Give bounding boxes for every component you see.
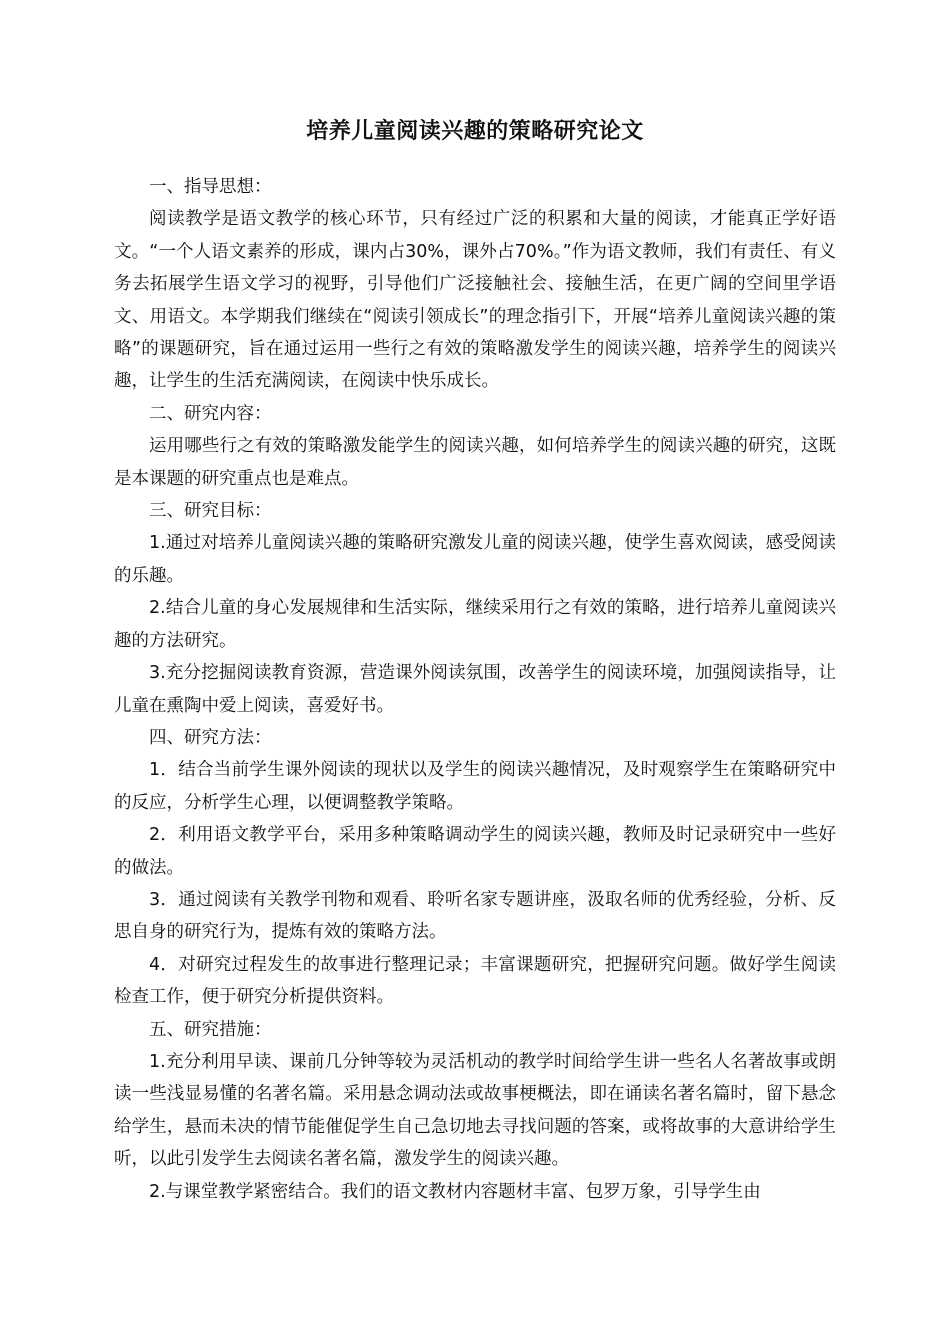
paragraph-guiding-ideology: 阅读教学是语文教学的核心环节，只有经过广泛的积累和大量的阅读，才能真正学好语文。“一个人语文素养的形成，课内占30%，课外占70%。”作为语文教师，我们有责任、有义务去拓展学生语文学习的视野，引导他们广泛接触社会、接触生活，在更广阔的空间里学语文、用语文。本学期我们继续在“阅读引领成长”的理念指引下，开展“培养儿童阅读兴趣的策略”的课题研究，旨在通过运用一些行之有效的策略激发学生的阅读兴趣，培养学生的阅读兴趣，让学生的生活充满阅读，在阅读中快乐成长。: [114, 209, 836, 392]
paragraph-method-2: 2．利用语文教学平台，采用多种策略调动学生的阅读兴趣，教师及时记录研究中一些好的做法。: [114, 825, 836, 878]
paragraph-measure-2: 2.与课堂教学紧密结合。我们的语文教材内容题材丰富、包罗万象，引导学生由: [149, 1181, 761, 1202]
paragraph-measure-1: 1.充分利用早读、课前几分钟等较为灵活机动的教学时间给学生讲一些名人名著故事或朗读一些浅显易懂的名著名篇。采用悬念调动法或故事梗概法，即在诵读名著名篇时，留下悬念给学生，悬而未决的情节能催促学生自己急切地去寻找问题的答案，或将故事的大意讲给学生听，以此引发学生去阅读名著名篇，激发学生的阅读兴趣。: [114, 1051, 836, 1170]
paragraph-method-4: 4．对研究过程发生的故事进行整理记录；丰富课题研究，把握研究问题。做好学生阅读检查工作，便于研究分析提供资料。: [114, 954, 836, 1008]
heading-guiding-ideology: 一、指导思想：: [149, 177, 272, 197]
document-body: [114, 171, 836, 1208]
heading-research-goals: 三、研究目标：: [149, 501, 272, 522]
document-title: 培养儿童阅读兴趣的策略研究论文: [306, 119, 644, 144]
paragraph-goal-1: 1.通过对培养儿童阅读兴趣的策略研究激发儿童的阅读兴趣，使学生喜欢阅读，感受阅读的乐趣。: [114, 533, 836, 586]
paragraph-method-1: 1．结合当前学生课外阅读的现状以及学生的阅读兴趣情况，及时观察学生在策略研究中的反应，分析学生心理，以便调整教学策略。: [114, 760, 836, 813]
paragraph-research-content: 运用哪些行之有效的策略激发能学生的阅读兴趣，如何培养学生的阅读兴趣的研究，这既是本课题的研究重点也是难点。: [114, 436, 836, 489]
heading-research-measures: 五、研究措施：: [149, 1019, 272, 1040]
heading-research-content: 二、研究内容：: [149, 403, 272, 424]
paragraph-goal-3: 3.充分挖掘阅读教育资源，营造课外阅读氛围，改善学生的阅读环境，加强阅读指导，让儿童在熏陶中爱上阅读，喜爱好书。: [114, 663, 836, 716]
heading-research-methods: 四、研究方法：: [149, 727, 272, 748]
paragraph-method-3: 3．通过阅读有关教学刊物和观看、聆听名家专题讲座，汲取名师的优秀经验，分析、反思自身的研究行为，提炼有效的策略方法。: [114, 889, 836, 943]
paragraph-goal-2: 2.结合儿童的身心发展规律和生活实际，继续采用行之有效的策略，进行培养儿童阅读兴趣的方法研究。: [114, 598, 836, 651]
